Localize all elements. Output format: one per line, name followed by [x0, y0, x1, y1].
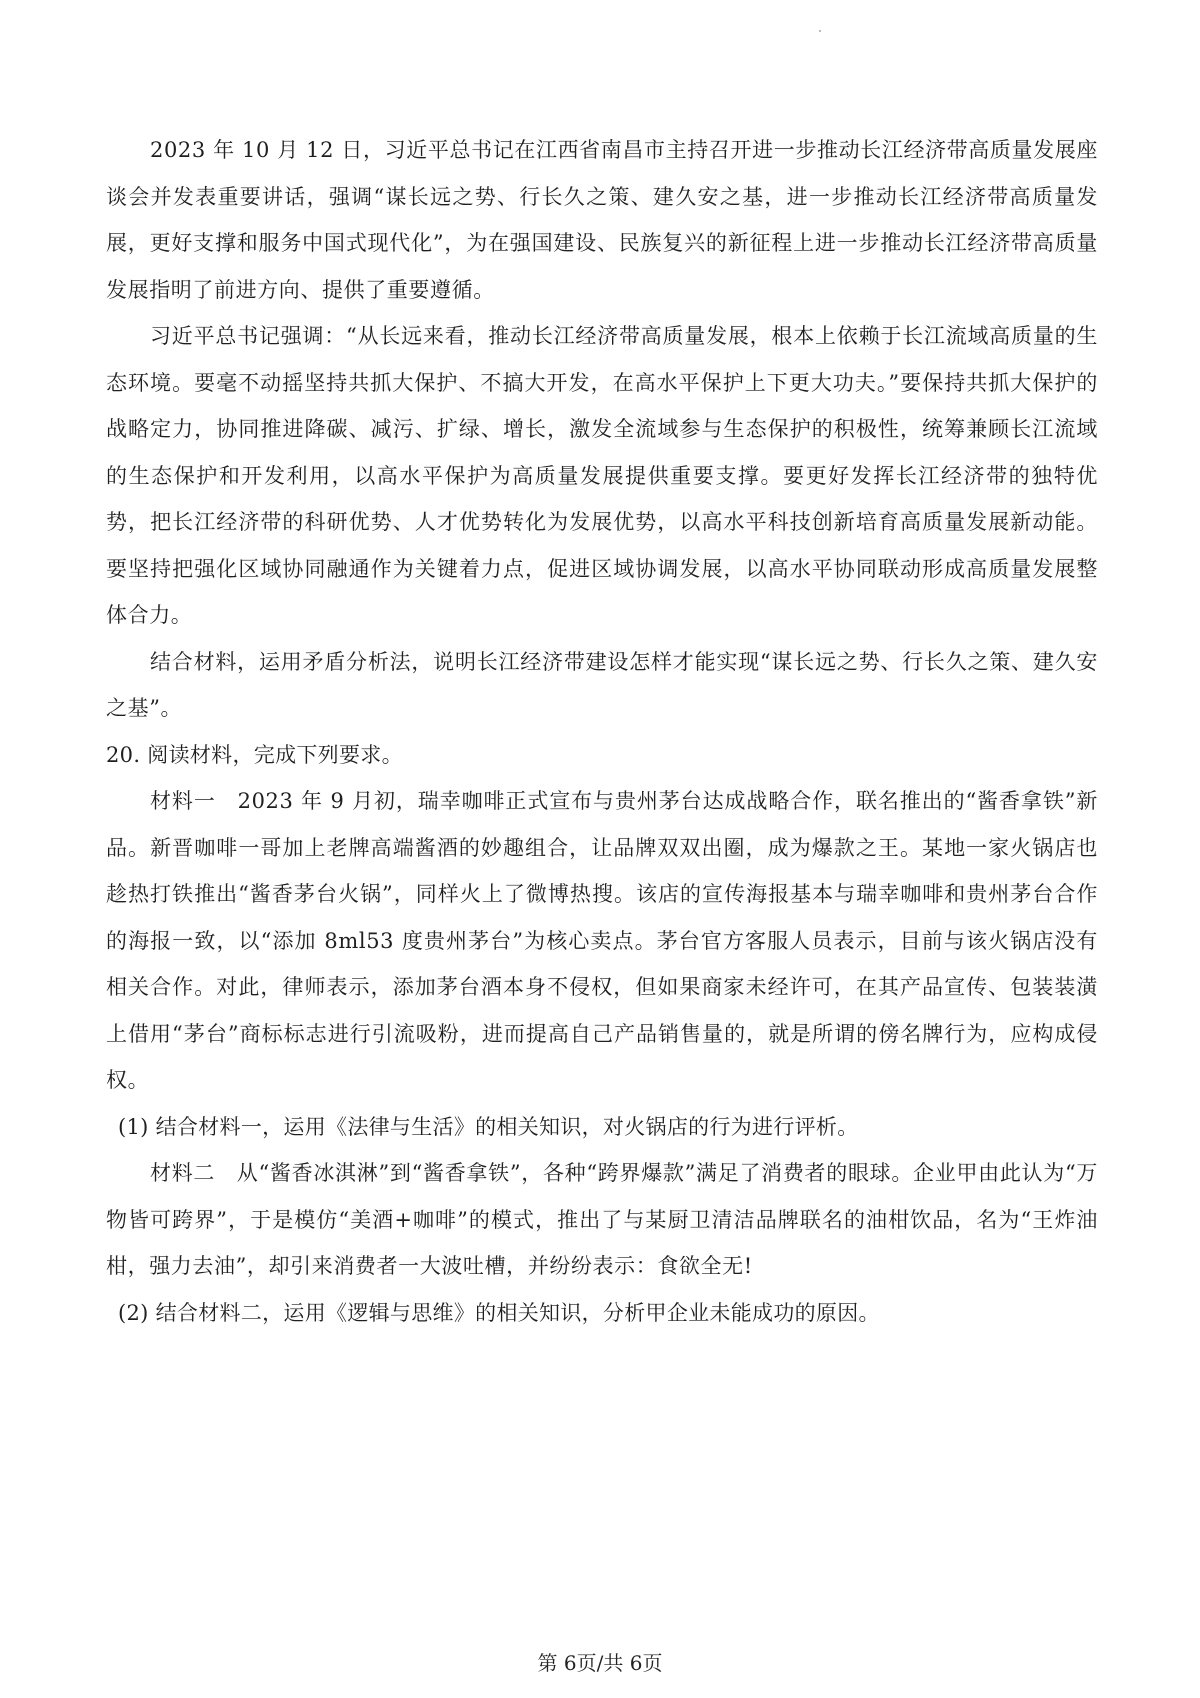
question-20-heading: 20. 阅读材料，完成下列要求。	[106, 742, 403, 767]
page-content	[106, 127, 1098, 1336]
question-20-material-2: 材料二 从“酱香冰淇淋”到“酱香拿铁”，各种“跨界爆款”满足了消费者的眼球。企业甲由此认为“万物皆可跨界”，于是模仿“美酒+咖啡”的模式，推出了与某厨卫清洁品牌联名的油柑饮品，名为“王炸油柑，强力去油”，却引来消费者一大波吐槽，并纷纷表示：食欲全无!	[106, 1161, 1098, 1278]
material-paragraph-1: 2023 年 10 月 12 日，习近平总书记在江西省南昌市主持召开进一步推动长江经济带高质量发展座谈会并发表重要讲话，强调“谋长远之势、行长久之策、建久安之基，进一步推动长江经济带高质量发展，更好支撑和服务中国式现代化”，为在强国建设、民族复兴的新征程上进一步推动长江经济带高质量发展指明了前进方向、提供了重要遵循。	[106, 138, 1098, 302]
scan-speck	[819, 30, 821, 32]
question-20-sub-2: (2) 结合材料二，运用《逻辑与思维》的相关知识，分析甲企业未能成功的原因。	[118, 1300, 880, 1325]
question-20-material-1: 材料一 2023 年 9 月初，瑞幸咖啡正式宣布与贵州茅台达成战略合作，联名推出的“酱香拿铁”新品。新晋咖啡一哥加上老牌高端酱酒的妙趣组合，让品牌双双出圈，成为爆款之王。某地一家火锅店也趁热打铁推出“酱香茅台火锅”，同样火上了微博热搜。该店的宣传海报基本与瑞幸咖啡和贵州茅台合作的海报一致，以“添加 8ml53 度贵州茅台”为核心卖点。茅台官方客服人员表示，目前与该火锅店没有相关合作。对此，律师表示，添加茅台酒本身不侵权，但如果商家未经许可，在其产品宣传、包装装潢上借用“茅台”商标标志进行引流吸粉，进而提高自己产品销售量的，就是所谓的傍名牌行为，应构成侵权。	[106, 789, 1098, 1092]
question-19-prompt: 结合材料，运用矛盾分析法，说明长江经济带建设怎样才能实现“谋长远之势、行长久之策、建久安之基”。	[106, 649, 1098, 720]
question-20-sub-1: (1) 结合材料一，运用《法律与生活》的相关知识，对火锅店的行为进行评析。	[118, 1114, 859, 1139]
page-footer: 第 6页/共 6页	[537, 1651, 663, 1675]
material-paragraph-2: 习近平总书记强调：“从长远来看，推动长江经济带高质量发展，根本上依赖于长江流域高质量的生态环境。要毫不动摇坚持共抓大保护、不搞大开发，在高水平保护上下更大功夫。”要保持共抓大保护的战略定力，协同推进降碳、减污、扩绿、增长，激发全流域参与生态保护的积极性，统筹兼顾长江流域的生态保护和开发利用，以高水平保护为高质量发展提供重要支撑。要更好发挥长江经济带的独特优势，把长江经济带的科研优势、人才优势转化为发展优势，以高水平科技创新培育高质量发展新动能。要坚持把强化区域协同融通作为关键着力点，促进区域协调发展，以高水平协同联动形成高质量发展整体合力。	[106, 324, 1098, 627]
